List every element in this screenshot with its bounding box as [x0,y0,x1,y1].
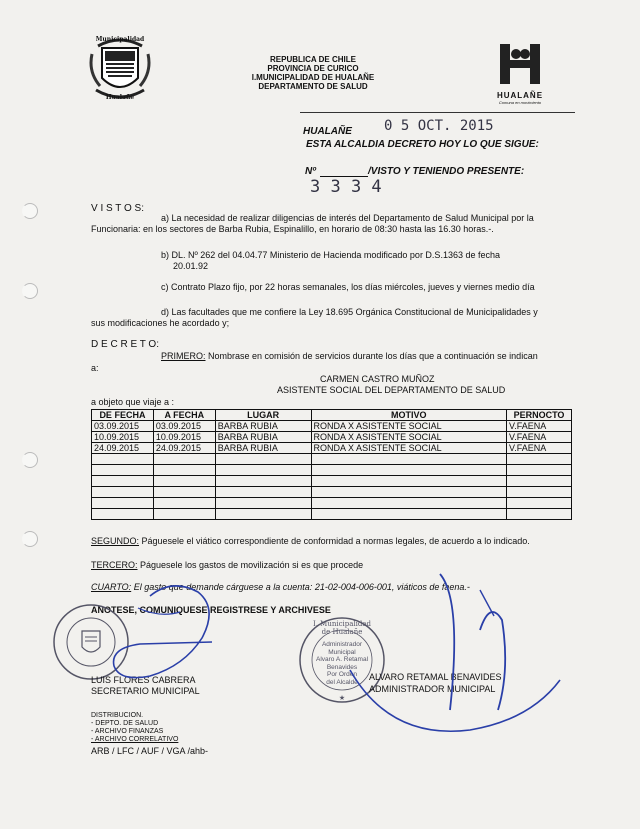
cell-pernocto: V.FAENA [507,432,572,443]
table-row [92,509,572,520]
distribution-item: - ARCHIVO FINANZAS [91,728,164,735]
col-header-lugar: LUGAR [215,410,311,421]
letterhead-line: DEPARTAMENTO DE SALUD [258,82,368,91]
cell-de-fecha [92,509,154,520]
cell-motivo [311,465,507,476]
col-header-a-fecha: A FECHA [153,410,215,421]
visto-a-line2: Funcionaria: en los sectores de Barba Rubia, Espinalillo, en horario de 08:30 hasta las 16.30 horas.-. [91,224,494,234]
decree-visto: /VISTO Y TENIENDO PRESENTE: [368,166,525,177]
crest-top-text: Municipalidad [95,36,145,43]
cell-pernocto [507,476,572,487]
brand-tagline: Comuna en movimiento [498,100,542,105]
decree-statement: ESTA ALCALDIA DECRETO HOY LO QUE SIGUE: [306,139,539,150]
cell-motivo [311,509,507,520]
cell-pernocto [507,454,572,465]
number-stamp: 3 3 3 4 [310,177,382,197]
decree-place: HUALAÑE [303,126,352,137]
cell-a-fecha [153,509,215,520]
cell-de-fecha: 10.09.2015 [92,432,154,443]
cell-lugar [215,465,311,476]
handwritten-signature-left [80,568,250,688]
cell-pernocto: V.FAENA [507,421,572,432]
cell-de-fecha [92,498,154,509]
hualane-brand-logo [492,42,548,106]
visto-d-line1: d) Las facultades que me confiere la Ley 18.695 Orgánica Constitucional de Municipalidades y [161,307,538,317]
distribution-title: DISTRIBUCION. [91,712,144,719]
left-signer-name: LUIS FLORES CABRERA [91,675,196,685]
cell-a-fecha [153,498,215,509]
punch-hole [22,452,38,468]
table-row [92,454,572,465]
header-rule [300,112,575,113]
visto-a-line1: a) La necesidad de realizar diligencias de interés del Departamento de Salud Municipal por la [161,213,534,223]
tercero-text: Páguesele los gastos de movilización si es que procede [137,560,364,570]
cell-lugar [215,498,311,509]
distribution-block [91,712,178,744]
cell-pernocto [507,509,572,520]
cell-pernocto: V.FAENA [507,443,572,454]
handwritten-signature-right [330,560,570,740]
distribution-item: - ARCHIVO CORRELATIVO [91,736,179,743]
cell-a-fecha [153,487,215,498]
right-signer-name: ALVARO RETAMAL BENAVIDES [369,672,502,682]
cuarto-label: CUARTO: [91,582,132,592]
cell-lugar [215,476,311,487]
vistos-heading: V I S T O S: [91,203,144,214]
anotese-line: ANOTESE, COMUNIQUESE REGISTRESE Y ARCHIVESE [91,605,331,615]
col-header-de-fecha: DE FECHA [92,410,154,421]
decreto-heading: D E C R E T O: [91,339,159,350]
table-row [92,421,572,432]
cell-motivo: RONDA X ASISTENTE SOCIAL [311,421,507,432]
cell-lugar [215,454,311,465]
cell-de-fecha [92,454,154,465]
visto-d-line2: sus modificaciones he acordado y; [91,318,230,328]
seal-line: Administrador [321,641,363,648]
right-signer-role: ADMINISTRADOR MUNICIPAL [369,684,496,694]
cell-pernocto [507,498,572,509]
segundo-text: Páguesele el viático correspondiente de conformidad a normas legales, de acuerdo a lo indicado. [139,536,530,546]
travel-schedule-table [91,409,572,520]
letterhead [228,55,398,91]
seal-line: del Alcalde [326,678,358,686]
crest-bottom-text: Hualañe [105,94,135,101]
objeto-line: a objeto que viaje a : [91,397,175,407]
primero-clause [161,351,538,362]
decree-no-label: Nº [305,166,316,177]
cell-lugar [215,509,311,520]
cell-a-fecha [153,476,215,487]
cell-a-fecha: 03.09.2015 [153,421,215,432]
cell-de-fecha [92,465,154,476]
primero-label: PRIMERO: [161,351,206,361]
visto-c: c) Contrato Plazo fijo, por 22 horas semanales, los días miércoles, jueves y viernes medio día [161,282,535,292]
cell-motivo: RONDA X ASISTENTE SOCIAL [311,432,507,443]
letterhead-line: REPUBLICA DE CHILE [270,55,356,64]
commissioned-person-name: CARMEN CASTRO MUÑOZ [320,374,435,384]
table-row [92,498,572,509]
letterhead-line: PROVINCIA DE CURICO [267,64,359,73]
table-row [92,476,572,487]
seal-line: Alvaro A. Retamal [315,656,369,663]
table-row [92,432,572,443]
left-signer-role: SECRETARIO MUNICIPAL [91,686,200,696]
cuarto-text: El gasto que demande cárguese a la cuenta: 21-02-004-006-001, viáticos de faena.- [131,582,470,592]
cell-de-fecha: 03.09.2015 [92,421,154,432]
table-row [92,443,572,454]
cell-motivo: RONDA X ASISTENTE SOCIAL [311,443,507,454]
h-mark-icon [492,42,548,86]
punch-hole [22,283,38,299]
municipal-crest-logo [88,34,152,104]
cell-motivo [311,454,507,465]
col-header-motivo: MOTIVO [311,410,507,421]
table-row [92,487,572,498]
cell-a-fecha [153,465,215,476]
visto-b-line2: 20.01.92 [173,261,209,271]
cell-lugar: BARBA RUBIA [215,443,311,454]
cell-lugar [215,487,311,498]
seal-ring-text: I. Municipalidad de Hualañe [312,620,372,636]
cell-a-fecha [153,454,215,465]
cell-a-fecha: 10.09.2015 [153,432,215,443]
cell-motivo [311,487,507,498]
commissioned-person-role: ASISTENTE SOCIAL DEL DEPARTAMENTO DE SALUD [277,385,506,395]
col-header-pernocto: PERNOCTO [507,410,572,421]
seal-line: Benavides [326,663,358,671]
seal-line: Municipal [328,648,356,656]
cell-de-fecha [92,487,154,498]
tercero-label: TERCERO: [91,560,138,570]
brand-name: HUALAÑE [496,91,544,100]
cell-pernocto [507,465,572,476]
cell-pernocto [507,487,572,498]
cell-de-fecha [92,476,154,487]
segundo-clause [91,536,530,547]
date-stamp: 0 5 OCT. 2015 [384,118,494,134]
punch-hole [22,531,38,547]
cell-lugar: BARBA RUBIA [215,421,311,432]
seal-line: Por Orden [327,671,357,678]
visto-b-line1: b) DL. Nº 262 del 04.04.77 Ministerio de Hacienda modificado por D.S.1363 de fecha [161,250,500,260]
letterhead-line: I.MUNICIPALIDAD DE HUALAÑE [251,73,375,82]
cell-de-fecha: 24.09.2015 [92,443,154,454]
initials-line: ARB / LFC / AUF / VGA /ahb- [91,746,209,756]
table-header-row [92,410,572,421]
cell-motivo [311,498,507,509]
cell-lugar: BARBA RUBIA [215,432,311,443]
primero-continuation: a: [91,363,99,373]
punch-hole [22,203,38,219]
cell-a-fecha: 24.09.2015 [153,443,215,454]
cell-motivo [311,476,507,487]
segundo-label: SEGUNDO: [91,536,140,546]
distribution-item: - DEPTO. DE SALUD [91,720,159,727]
primero-text: Nombrase en comisión de servicios durante los días que a continuación se indican [205,351,538,361]
svg-text:★: ★ [338,695,346,702]
table-row [92,465,572,476]
